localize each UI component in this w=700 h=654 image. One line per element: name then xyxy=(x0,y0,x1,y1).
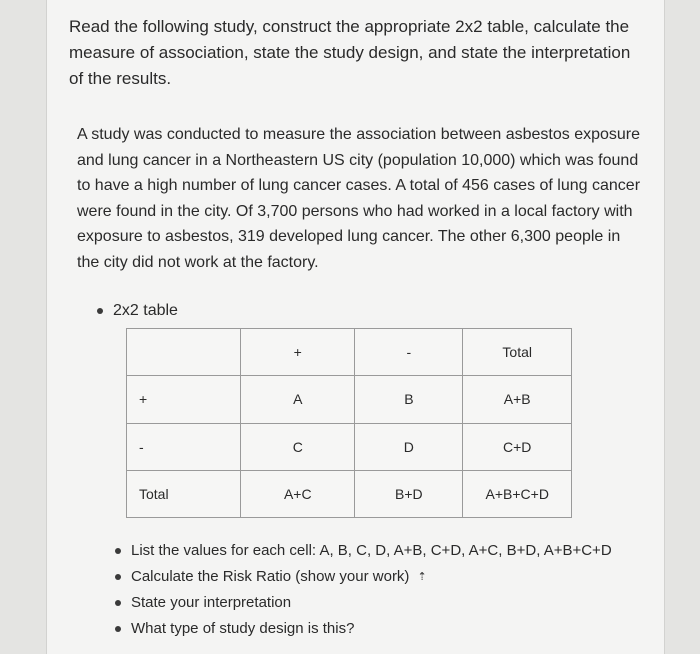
instructions-paragraph: Read the following study, construct the appropriate 2x2 table, calculate the measure of association, state the study design, and state the interpretation of the results. xyxy=(69,17,631,88)
table-cell: A+B+C+D xyxy=(463,470,572,517)
table-header-cell: Total xyxy=(463,329,572,376)
question-item xyxy=(115,620,354,637)
table-header-cell xyxy=(127,329,241,376)
bullet-dot-icon xyxy=(115,574,121,580)
table-cell: A+C xyxy=(241,470,355,517)
table-header-cell: + xyxy=(241,329,355,376)
two-by-two-table xyxy=(126,328,572,518)
table-cell: C+D xyxy=(463,423,572,470)
table-row xyxy=(127,376,572,423)
question-text: List the values for each cell: A, B, C, D, A+B, C+D, A+C, B+D, A+B+C+D xyxy=(131,542,612,559)
table-header-row xyxy=(127,329,572,376)
table-section-bullet xyxy=(97,302,178,320)
table-cell: A xyxy=(241,376,355,423)
bullet-dot-icon xyxy=(115,548,121,554)
question-text: State your interpretation xyxy=(131,594,292,611)
table-row-header: + xyxy=(127,376,241,423)
table-row xyxy=(127,423,572,470)
table-row-header: Total xyxy=(127,470,241,517)
table-cell: D xyxy=(355,423,463,470)
study-paragraph: A study was conducted to measure the association between asbestos exposure and lung cancer in a Northeastern US city (population 10,000) which was found to have a high number of lung cancer cases. A total of 456 cases of lung cancer were found in the city. Of 3,700 persons who had worked in a local factory with exposure to asbestos, 319 developed lung cancer. The other 6,300 people in the city did not work at the factory. xyxy=(77,126,641,271)
table-cell: B+D xyxy=(355,470,463,517)
bullet-dot-icon xyxy=(115,600,121,606)
table-cell: C xyxy=(241,423,355,470)
bullet-dot-icon xyxy=(115,626,121,632)
question-item xyxy=(115,594,291,611)
table-row xyxy=(127,470,572,517)
question-item xyxy=(115,568,427,585)
question-text: What type of study design is this? xyxy=(131,620,355,637)
table-header-cell: - xyxy=(355,329,463,376)
table-cell: A+B xyxy=(463,376,572,423)
mouse-cursor-icon: ⇡ xyxy=(417,571,427,583)
table-section-label: 2x2 table xyxy=(113,302,178,319)
table-row-header: - xyxy=(127,423,241,470)
table-cell: B xyxy=(355,376,463,423)
question-text: Calculate the Risk Ratio (show your work) xyxy=(131,568,410,585)
question-item xyxy=(115,542,612,559)
bullet-dot-icon xyxy=(97,308,103,314)
document-page xyxy=(46,0,665,654)
